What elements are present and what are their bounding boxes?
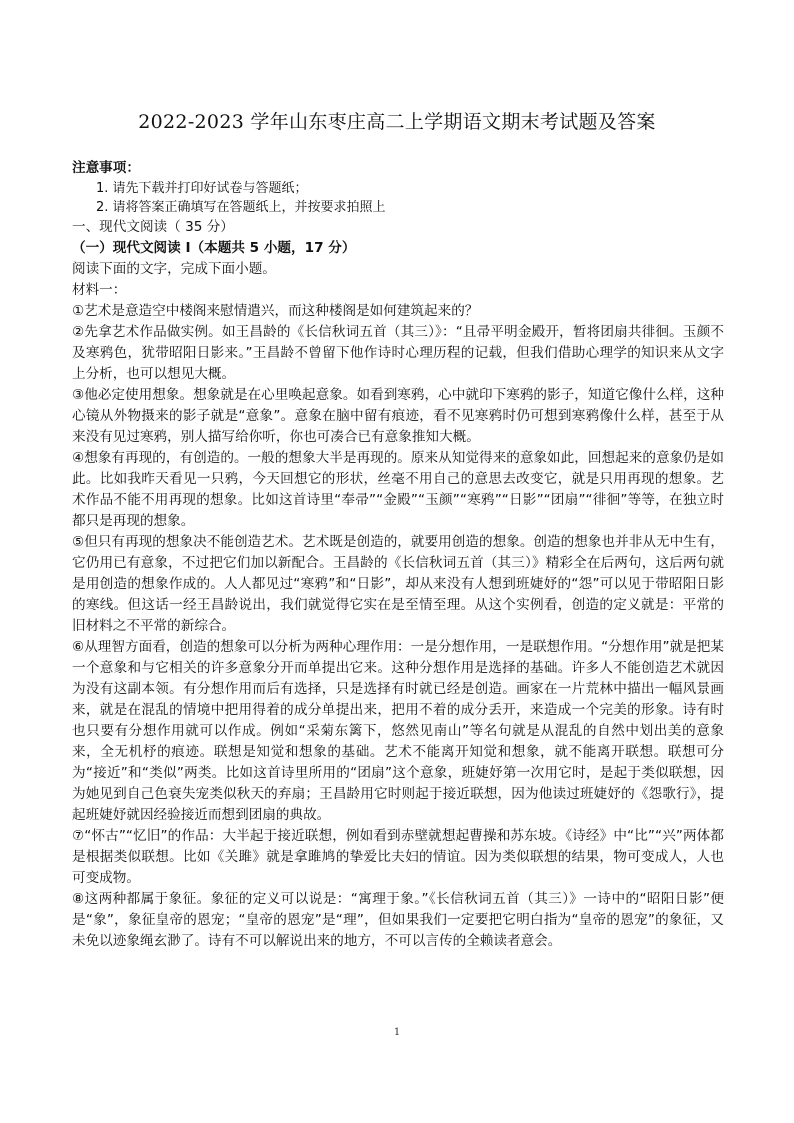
paragraph: ⑥从理智方面看，创造的想象可以分析为两种心理作用：一是分想作用，一是联想作用。“分想作用”就是把某一个意象和与它相关的许多意象分开而单提出它来。这种分想作用是选择的基础。许多人不能创造艺术就因为没有这副本领。有分想作用而后有选择，只是选择有时就已经是创造。画家在一片荒林中描出一幅风景画来，就是在混乱的情境中把用得着的成分单提出来，把用不着的成分丢开，来造成一个完美的形象。诗有时也只要有分想作用就可以作成。例如“采菊东篱下，悠然见南山”等名句就是从混乱的自然中划出美的意象来，全无机杼的痕迹。联想是知觉和想象的基础。艺术不能离开知觉和想象，就不能离开联想。联想可分为“接近”和“类似”两类。比如这首诗里所用的“团扇”这个意象，班婕妤第一次用它时，是起于类似联想，因为她见到自己色衰失宠类似秋天的弃扇；王昌龄用它时则起于接近联想，因为他读过班婕妤的《怨歌行》，提起班婕妤就因经验接近而想到团扇的典故。 bbox=[72, 639, 724, 823]
document-body bbox=[72, 158, 724, 952]
paragraph: ⑦“怀古”“忆旧”的作品：大半起于接近联想，例如看到赤壁就想起曹操和苏东坡。《诗经》中“比”“兴”两体都是根据类似联想。比如《关雎》就是拿雎鸠的挚爱比夫妇的情谊。因为类似联想的结果，物可变成人，人也可变成物。 bbox=[72, 828, 724, 886]
paragraph: ③他必定使用想象。想象就是在心里唤起意象。如看到寒鸦，心中就印下寒鸦的影子，知道它像什么样，这种心镜从外物摄来的影子就是“意象”。意象在脑中留有痕迹，看不见寒鸦时仍可想到寒鸦像什么样，甚至于从来没有见过寒鸦，别人描写给你听，你也可凑合已有意象推知大概。 bbox=[72, 387, 724, 445]
paragraph: ④想象有再现的，有创造的。一般的想象大半是再现的。原来从知觉得来的意象如此，回想起来的意象仍是如此。比如我昨天看见一只鸦，今天回想它的形状，丝毫不用自己的意思去改变它，就是只用再现的想象。艺术作品不能不用再现的想象。比如这首诗里“奉帚”“金殿”“玉颜”“寒鸦”“日影”“团扇”“徘徊”等等，在独立时都只是再现的想象。 bbox=[72, 450, 724, 529]
notice-item: 1. 请先下载并打印好试卷与答题纸； bbox=[96, 181, 308, 196]
paragraph: ⑧这两种都属于象征。象征的定义可以说是：“寓理于象。”《长信秋词五首（其三）》一诗中的“昭阳日影”便是“象”，象征皇帝的恩宠；“皇帝的恩宠”是“理”，但如果我们一定要把它明白指为“皇帝的恩宠”的象征，又未免以迹象绳玄渺了。诗有不可以解说出来的地方，不可以言传的全赖读者意会。 bbox=[72, 891, 724, 949]
section-heading: 一、现代文阅读（ 35 分） bbox=[72, 219, 234, 235]
instruction-text: 阅读下面的文字，完成下面小题。 bbox=[72, 261, 276, 277]
page-number: 1 bbox=[393, 1027, 401, 1038]
subsection-heading: （一）现代文阅读 Ⅰ（本题共 5 小题，17 分） bbox=[72, 240, 356, 256]
notice-heading: 注意事项： bbox=[72, 160, 140, 176]
paragraph: ②先拿艺术作品做实例。如王昌龄的《长信秋词五首（其三）》：“且帚平明金殿开，暂将团扇共徘徊。玉颜不及寒鸦色，犹带昭阳日影来。”王昌龄不曾留下他作诗时心理历程的记载，但我们借助心理学的知识来从文字上分析，也可以想见大概。 bbox=[72, 324, 724, 382]
notice-item: 2. 请将答案正确填写在答题纸上，并按要求拍照上 bbox=[96, 200, 386, 215]
page-title: 2022-2023 学年山东枣庄高二上学期语文期末考试题及答案 bbox=[138, 111, 656, 133]
paragraph: ①艺术是意造空中楼阁来慰情遣兴，而这种楼阁是如何建筑起来的？ bbox=[72, 303, 479, 319]
paragraph: ⑤但只有再现的想象决不能创造艺术。艺术既是创造的，就要用创造的想象。创造的想象也并非从无中生有，它仍用已有意象，不过把它们加以新配合。王昌龄的《长信秋词五首（其三）》精彩全在后两句，这后两句就是用创造的想象作成的。人人都见过“寒鸦”和“日影”，却从来没有人想到班婕妤的“怨”可以见于带昭阳日影的寒线。但这话一经王昌龄说出，我们就觉得它实在是至情至理。从这个实例看，创造的定义就是：平常的旧材料之不平常的新综合。 bbox=[72, 534, 724, 634]
material-label: 材料一： bbox=[72, 282, 127, 298]
